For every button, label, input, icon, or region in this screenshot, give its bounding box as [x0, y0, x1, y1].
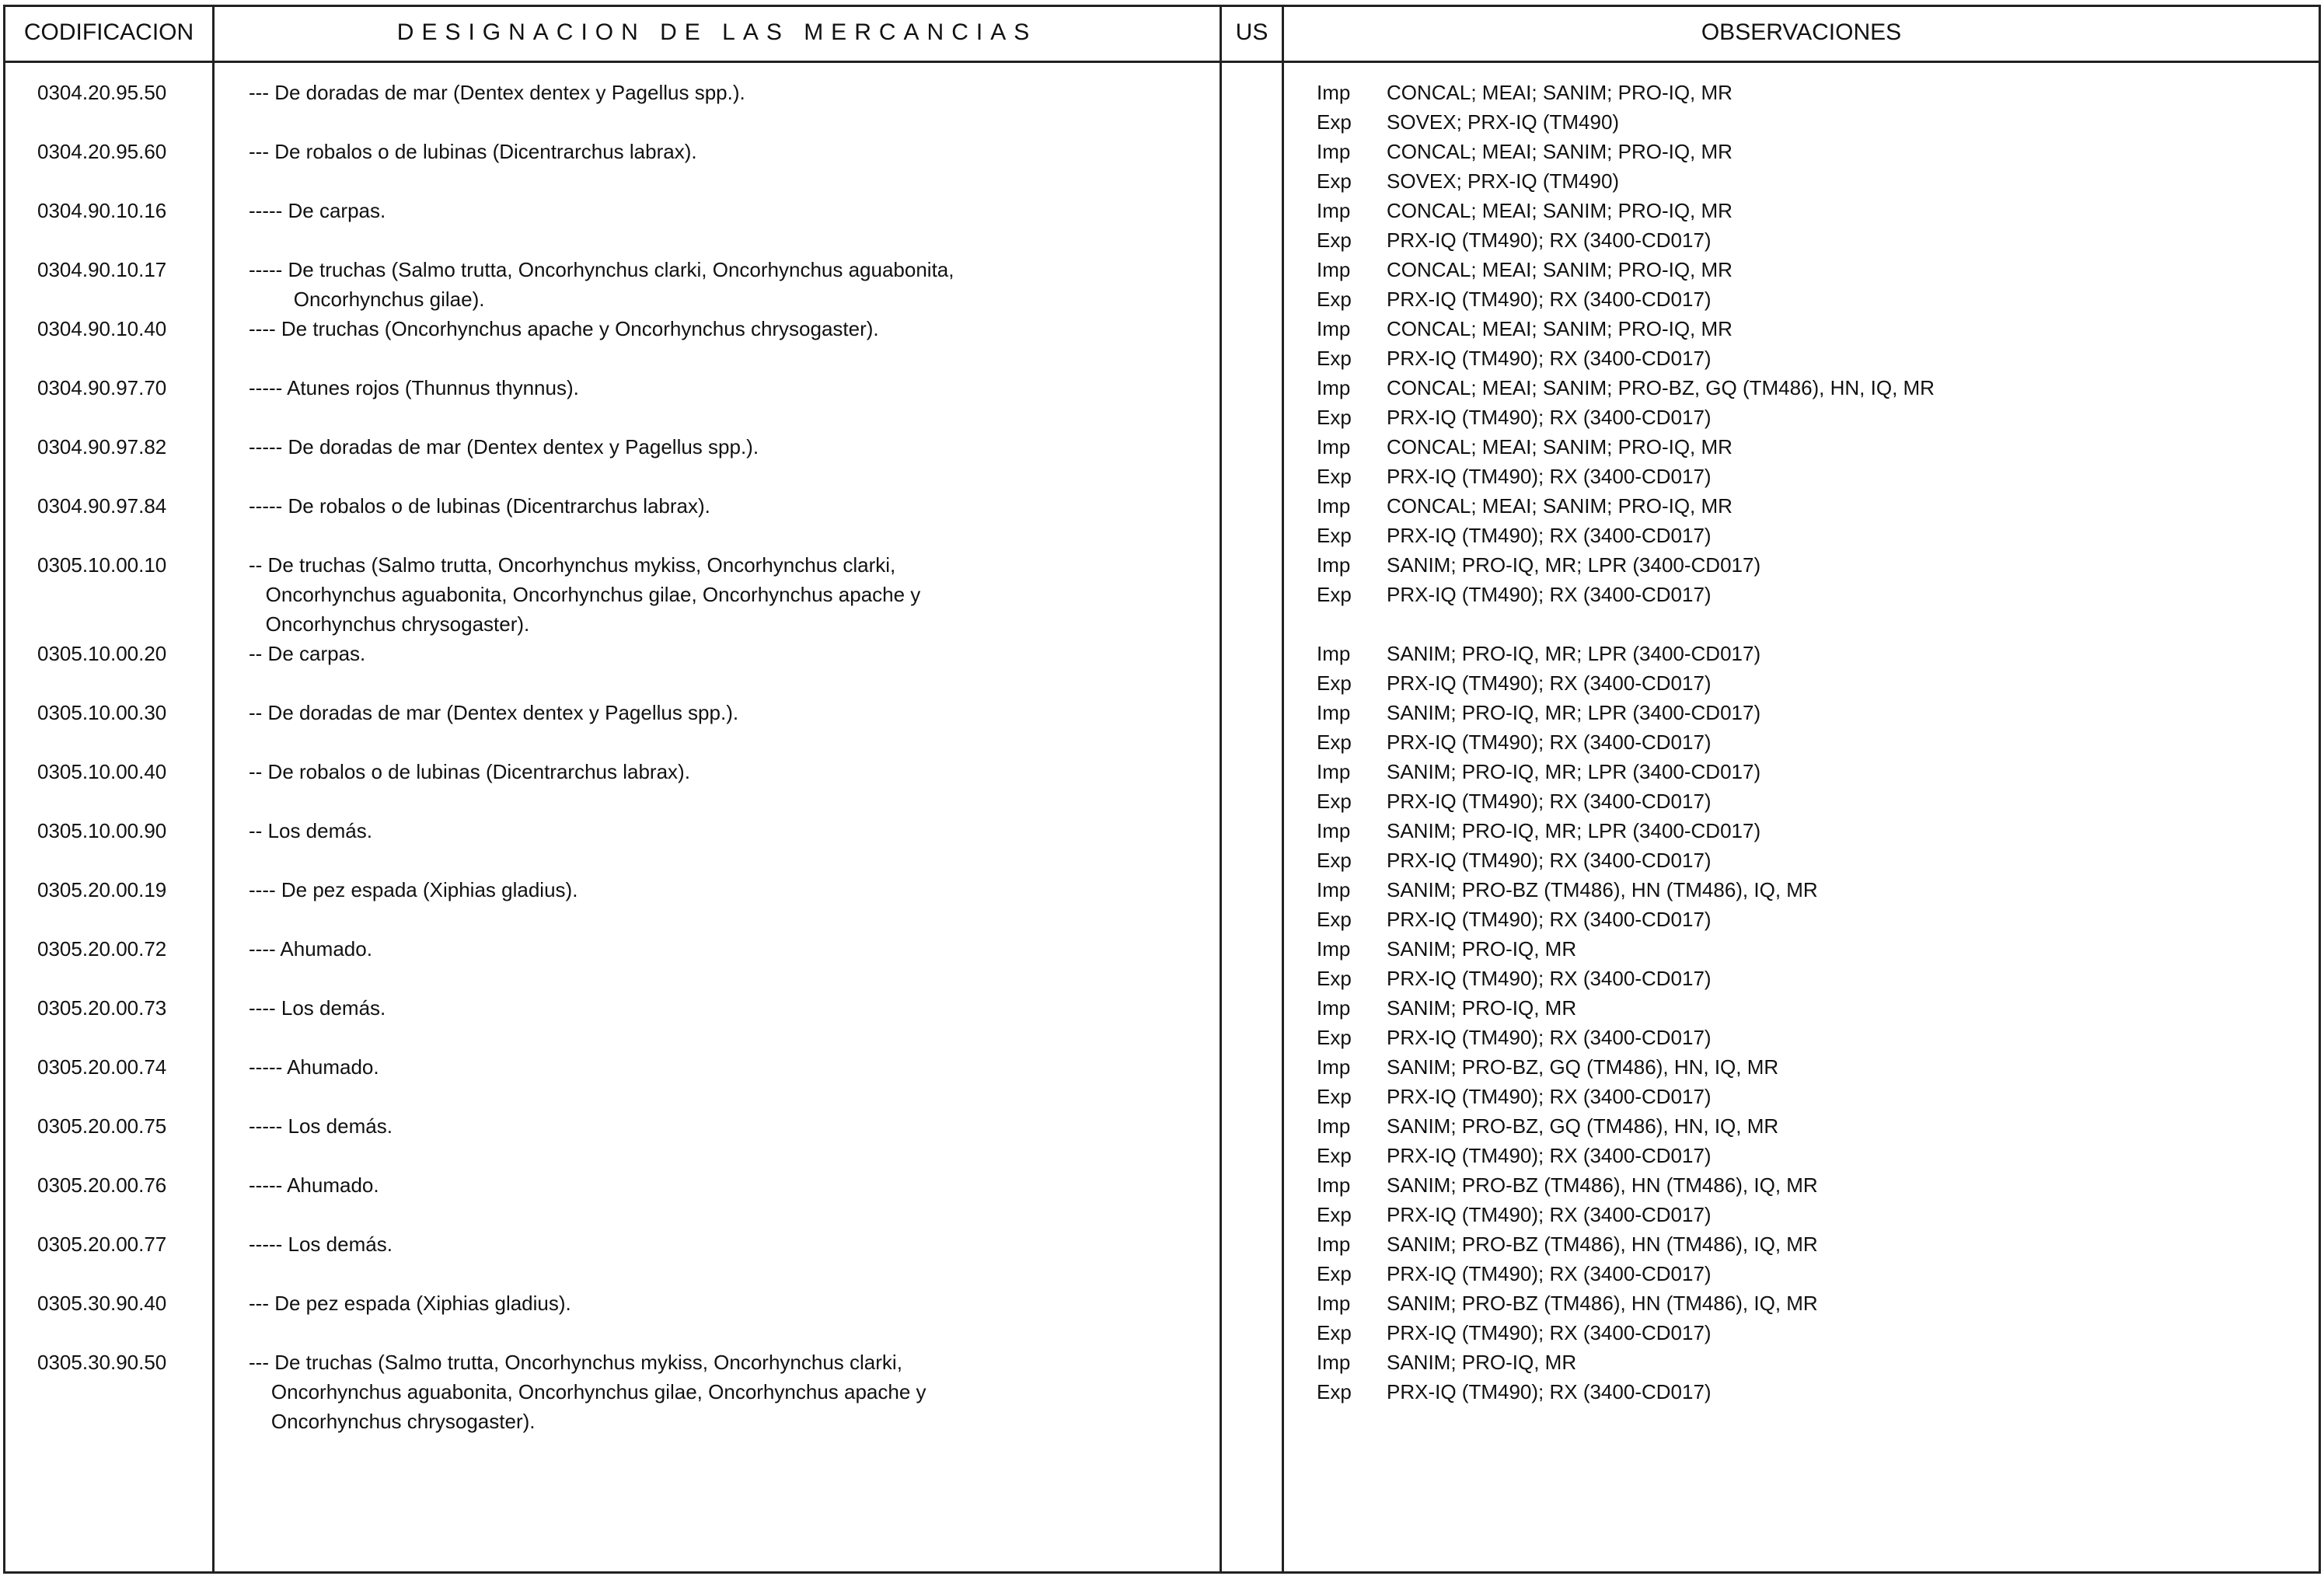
table-row-description: Oncorhynchus aguabonita, Oncorhynchus gilae, Oncorhynchus apache y	[249, 583, 921, 606]
table-row-description: Oncorhynchus gilae).	[249, 288, 485, 311]
table-row-code: 0305.10.00.10	[37, 553, 167, 577]
table-row-code: 0305.10.00.30	[37, 701, 167, 724]
table-row-obs-direction: Exp	[1317, 849, 1352, 872]
table-row-obs-direction: Exp	[1317, 1026, 1352, 1049]
table-row-obs-direction: Imp	[1317, 937, 1351, 961]
table-row-description: -- De carpas.	[249, 642, 366, 665]
table-bottom-border	[3, 1571, 2321, 1574]
header-observaciones: OBSERVACIONES	[1701, 19, 1902, 45]
table-row-description: --- De doradas de mar (Dentex dentex y Pagellus spp.).	[249, 81, 745, 104]
table-row-obs-text: PRX-IQ (TM490); RX (3400-CD017)	[1387, 347, 1712, 370]
table-row-description: ----- Los demás.	[249, 1233, 393, 1256]
table-row-obs-direction: Exp	[1317, 1380, 1352, 1403]
table-row-code: 0304.90.10.40	[37, 317, 167, 340]
table-row-obs-direction: Imp	[1317, 317, 1351, 340]
table-row-obs-direction: Imp	[1317, 1292, 1351, 1315]
table-row-obs-direction: Exp	[1317, 288, 1352, 311]
table-row-obs-text: CONCAL; MEAI; SANIM; PRO-IQ, MR	[1387, 140, 1733, 163]
table-row-obs-direction: Imp	[1317, 376, 1351, 399]
column-divider-us	[1282, 5, 1284, 1573]
table-row-description: --- De truchas (Salmo trutta, Oncorhynchus mykiss, Oncorhynchus clarki,	[249, 1351, 902, 1374]
table-row-obs-direction: Exp	[1317, 228, 1352, 252]
table-row-code: 0304.20.95.50	[37, 81, 167, 104]
table-row-obs-text: SANIM; PRO-IQ, MR; LPR (3400-CD017)	[1387, 553, 1761, 577]
table-row-obs-direction: Imp	[1317, 1351, 1351, 1374]
table-row-description: ----- De carpas.	[249, 199, 386, 222]
table-right-border	[2319, 5, 2321, 1573]
table-row-obs-direction: Exp	[1317, 908, 1352, 931]
table-row-obs-text: SANIM; PRO-BZ (TM486), HN (TM486), IQ, MR	[1387, 1233, 1818, 1256]
table-row-obs-text: CONCAL; MEAI; SANIM; PRO-IQ, MR	[1387, 435, 1733, 459]
table-row-obs-direction: Exp	[1317, 730, 1352, 754]
table-row-description: ----- Los demás.	[249, 1114, 393, 1138]
table-row-obs-direction: Exp	[1317, 347, 1352, 370]
table-row-obs-direction: Imp	[1317, 760, 1351, 783]
table-row-obs-direction: Imp	[1317, 1055, 1351, 1079]
table-row-obs-text: PRX-IQ (TM490); RX (3400-CD017)	[1387, 288, 1712, 311]
table-row-code: 0304.90.97.84	[37, 494, 167, 518]
table-row-description: ----- De robalos o de lubinas (Dicentrarchus labrax).	[249, 494, 710, 518]
table-row-obs-text: PRX-IQ (TM490); RX (3400-CD017)	[1387, 1144, 1712, 1167]
table-row-obs-direction: Exp	[1317, 1203, 1352, 1226]
table-row-obs-direction: Exp	[1317, 1321, 1352, 1344]
table-row-obs-text: PRX-IQ (TM490); RX (3400-CD017)	[1387, 1262, 1712, 1285]
table-row-obs-text: SANIM; PRO-IQ, MR	[1387, 996, 1577, 1020]
table-row-description: ----- De truchas (Salmo trutta, Oncorhynchus clarki, Oncorhynchus aguabonita,	[249, 258, 954, 281]
table-row-obs-text: SANIM; PRO-BZ (TM486), HN (TM486), IQ, MR	[1387, 878, 1818, 901]
table-row-obs-direction: Imp	[1317, 819, 1351, 842]
table-row-description: --- De robalos o de lubinas (Dicentrarchus labrax).	[249, 140, 697, 163]
table-row-obs-direction: Imp	[1317, 996, 1351, 1020]
table-row-description: -- Los demás.	[249, 819, 372, 842]
header-designacion: DESIGNACION DE LAS MERCANCIAS	[396, 19, 1038, 45]
table-row-obs-direction: Exp	[1317, 1085, 1352, 1108]
table-row-description: --- De pez espada (Xiphias gladius).	[249, 1292, 571, 1315]
table-row-obs-text: CONCAL; MEAI; SANIM; PRO-BZ, GQ (TM486), HN, IQ, MR	[1387, 376, 1935, 399]
table-row-obs-text: SANIM; PRO-BZ (TM486), HN (TM486), IQ, MR	[1387, 1292, 1818, 1315]
table-row-obs-direction: Exp	[1317, 524, 1352, 547]
header-bottom-border	[3, 61, 2321, 63]
table-row-obs-direction: Exp	[1317, 169, 1352, 193]
table-row-code: 0305.20.00.74	[37, 1055, 167, 1079]
table-row-code: 0305.20.00.76	[37, 1173, 167, 1197]
table-row-obs-text: SANIM; PRO-BZ, GQ (TM486), HN, IQ, MR	[1387, 1114, 1779, 1138]
table-row-code: 0304.90.97.70	[37, 376, 167, 399]
table-row-description: Oncorhynchus chrysogaster).	[249, 1410, 536, 1433]
table-row-obs-text: PRX-IQ (TM490); RX (3400-CD017)	[1387, 406, 1712, 429]
table-row-obs-direction: Imp	[1317, 553, 1351, 577]
table-row-obs-text: SANIM; PRO-IQ, MR	[1387, 937, 1577, 961]
table-left-border	[3, 5, 5, 1573]
table-row-obs-text: SANIM; PRO-IQ, MR	[1387, 1351, 1577, 1374]
table-row-description: ----- De doradas de mar (Dentex dentex y Pagellus spp.).	[249, 435, 759, 459]
table-row-obs-direction: Imp	[1317, 140, 1351, 163]
table-row-obs-text: PRX-IQ (TM490); RX (3400-CD017)	[1387, 908, 1712, 931]
table-row-obs-text: CONCAL; MEAI; SANIM; PRO-IQ, MR	[1387, 494, 1733, 518]
table-row-code: 0305.20.00.72	[37, 937, 167, 961]
table-row-obs-text: PRX-IQ (TM490); RX (3400-CD017)	[1387, 1085, 1712, 1108]
table-row-description: ----- Atunes rojos (Thunnus thynnus).	[249, 376, 579, 399]
table-row-code: 0305.10.00.20	[37, 642, 167, 665]
table-row-description: ---- De pez espada (Xiphias gladius).	[249, 878, 578, 901]
table-row-obs-text: CONCAL; MEAI; SANIM; PRO-IQ, MR	[1387, 199, 1733, 222]
table-row-obs-direction: Exp	[1317, 671, 1352, 695]
table-row-obs-text: PRX-IQ (TM490); RX (3400-CD017)	[1387, 849, 1712, 872]
table-row-obs-text: SOVEX; PRX-IQ (TM490)	[1387, 169, 1620, 193]
table-row-description: ---- De truchas (Oncorhynchus apache y Oncorhynchus chrysogaster).	[249, 317, 879, 340]
table-row-code: 0305.30.90.40	[37, 1292, 167, 1315]
table-row-obs-direction: Imp	[1317, 81, 1351, 104]
table-row-obs-text: PRX-IQ (TM490); RX (3400-CD017)	[1387, 730, 1712, 754]
table-row-obs-direction: Imp	[1317, 435, 1351, 459]
table-row-obs-text: PRX-IQ (TM490); RX (3400-CD017)	[1387, 1321, 1712, 1344]
table-row-code: 0305.30.90.50	[37, 1351, 167, 1374]
table-row-description: -- De robalos o de lubinas (Dicentrarchus labrax).	[249, 760, 690, 783]
table-row-code: 0305.10.00.90	[37, 819, 167, 842]
table-row-description: -- De doradas de mar (Dentex dentex y Pagellus spp.).	[249, 701, 739, 724]
table-row-obs-text: CONCAL; MEAI; SANIM; PRO-IQ, MR	[1387, 258, 1733, 281]
table-row-obs-text: SANIM; PRO-IQ, MR; LPR (3400-CD017)	[1387, 819, 1761, 842]
table-row-obs-direction: Exp	[1317, 465, 1352, 488]
table-row-code: 0304.20.95.60	[37, 140, 167, 163]
table-row-obs-direction: Exp	[1317, 967, 1352, 990]
table-row-description: -- De truchas (Salmo trutta, Oncorhynchus mykiss, Oncorhynchus clarki,	[249, 553, 896, 577]
header-us: US	[1235, 19, 1268, 45]
table-row-code: 0305.20.00.73	[37, 996, 167, 1020]
table-row-code: 0305.10.00.40	[37, 760, 167, 783]
table-row-obs-direction: Exp	[1317, 110, 1352, 134]
table-row-obs-text: PRX-IQ (TM490); RX (3400-CD017)	[1387, 583, 1712, 606]
header-codificacion: CODIFICACION	[23, 19, 194, 45]
table-row-obs-text: CONCAL; MEAI; SANIM; PRO-IQ, MR	[1387, 81, 1733, 104]
table-row-obs-text: PRX-IQ (TM490); RX (3400-CD017)	[1387, 790, 1712, 813]
table-row-code: 0305.20.00.19	[37, 878, 167, 901]
table-row-code: 0305.20.00.75	[37, 1114, 167, 1138]
table-row-description: ----- Ahumado.	[249, 1173, 379, 1197]
table-row-obs-direction: Imp	[1317, 494, 1351, 518]
table-row-obs-text: PRX-IQ (TM490); RX (3400-CD017)	[1387, 967, 1712, 990]
table-row-code: 0304.90.10.17	[37, 258, 167, 281]
table-row-obs-text: PRX-IQ (TM490); RX (3400-CD017)	[1387, 524, 1712, 547]
table-row-description: ---- Los demás.	[249, 996, 386, 1020]
table-row-obs-direction: Exp	[1317, 790, 1352, 813]
table-row-obs-text: SANIM; PRO-BZ (TM486), HN (TM486), IQ, MR	[1387, 1173, 1818, 1197]
table-row-description: Oncorhynchus chrysogaster).	[249, 612, 530, 636]
table-row-obs-direction: Imp	[1317, 1173, 1351, 1197]
column-divider-codificacion	[212, 5, 215, 1573]
column-divider-designacion	[1220, 5, 1222, 1573]
table-row-obs-text: CONCAL; MEAI; SANIM; PRO-IQ, MR	[1387, 317, 1733, 340]
table-row-obs-text: SANIM; PRO-IQ, MR; LPR (3400-CD017)	[1387, 760, 1761, 783]
table-row-description: ----- Ahumado.	[249, 1055, 379, 1079]
table-row-obs-direction: Imp	[1317, 642, 1351, 665]
table-row-description: ---- Ahumado.	[249, 937, 372, 961]
table-row-obs-direction: Exp	[1317, 1144, 1352, 1167]
table-row-obs-text: PRX-IQ (TM490); RX (3400-CD017)	[1387, 1380, 1712, 1403]
table-row-obs-text: SANIM; PRO-IQ, MR; LPR (3400-CD017)	[1387, 642, 1761, 665]
table-row-obs-text: PRX-IQ (TM490); RX (3400-CD017)	[1387, 465, 1712, 488]
table-row-description: Oncorhynchus aguabonita, Oncorhynchus gilae, Oncorhynchus apache y	[249, 1380, 926, 1403]
table-row-obs-direction: Imp	[1317, 1114, 1351, 1138]
table-row-obs-direction: Imp	[1317, 1233, 1351, 1256]
table-row-obs-direction: Imp	[1317, 878, 1351, 901]
table-row-obs-text: SANIM; PRO-BZ, GQ (TM486), HN, IQ, MR	[1387, 1055, 1779, 1079]
table-row-obs-direction: Exp	[1317, 583, 1352, 606]
table-row-obs-direction: Imp	[1317, 258, 1351, 281]
table-row-obs-text: PRX-IQ (TM490); RX (3400-CD017)	[1387, 228, 1712, 252]
table-row-code: 0304.90.10.16	[37, 199, 167, 222]
table-row-obs-text: SOVEX; PRX-IQ (TM490)	[1387, 110, 1620, 134]
table-row-code: 0305.20.00.77	[37, 1233, 167, 1256]
table-row-obs-direction: Imp	[1317, 199, 1351, 222]
table-row-obs-direction: Imp	[1317, 701, 1351, 724]
table-row-obs-direction: Exp	[1317, 1262, 1352, 1285]
table-row-obs-direction: Exp	[1317, 406, 1352, 429]
table-row-code: 0304.90.97.82	[37, 435, 167, 459]
table-row-obs-text: PRX-IQ (TM490); RX (3400-CD017)	[1387, 1203, 1712, 1226]
table-row-obs-text: PRX-IQ (TM490); RX (3400-CD017)	[1387, 1026, 1712, 1049]
table-row-obs-text: PRX-IQ (TM490); RX (3400-CD017)	[1387, 671, 1712, 695]
table-row-obs-text: SANIM; PRO-IQ, MR; LPR (3400-CD017)	[1387, 701, 1761, 724]
